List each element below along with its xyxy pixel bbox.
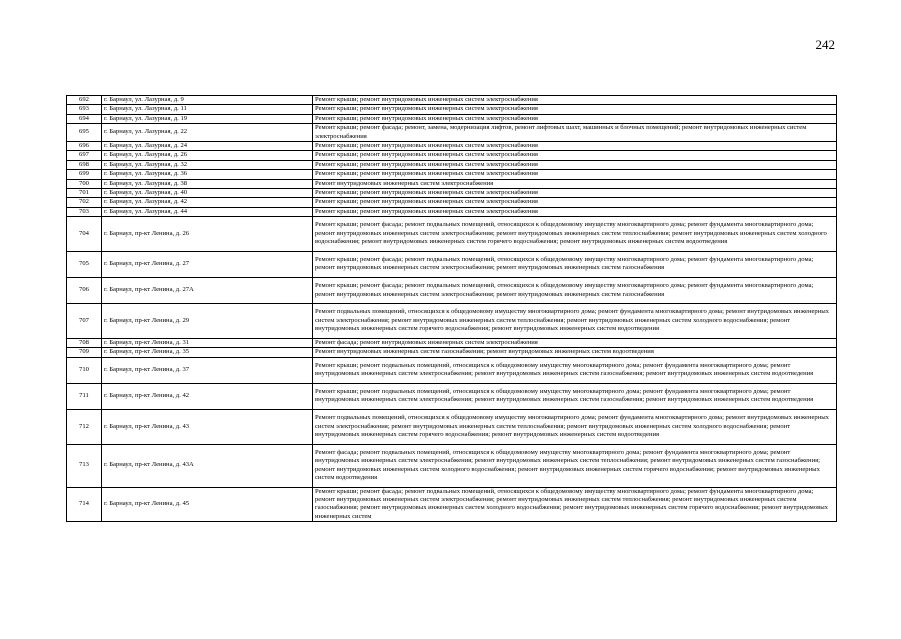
table-row [67, 348, 837, 357]
works-cell: Ремонт крыши; ремонт внутридомовых инженерных систем электроснабжения [313, 114, 837, 123]
row-number-cell: 692 [67, 96, 102, 105]
table-row [67, 198, 837, 207]
row-number-cell: 711 [67, 383, 102, 409]
table-row [67, 410, 837, 445]
address-cell: г. Барнаул, ул. Лазурная, д. 42 [102, 198, 313, 207]
table-row [67, 207, 837, 216]
row-number-cell: 695 [67, 124, 102, 142]
address-cell: г. Барнаул, пр-кт Ленина, д. 42 [102, 383, 313, 409]
row-number-cell: 701 [67, 189, 102, 198]
table-row [67, 217, 837, 252]
row-number-cell: 693 [67, 105, 102, 114]
page-number: 242 [815, 37, 835, 52]
works-cell: Ремонт внутридомовых инженерных систем газоснабжения; ремонт внутридомовых инженерных систем водоотведения [313, 348, 837, 357]
row-number-cell: 712 [67, 410, 102, 445]
address-cell: г. Барнаул, ул. Лазурная, д. 36 [102, 170, 313, 179]
works-cell: Ремонт крыши; ремонт внутридомовых инженерных систем электроснабжения [313, 160, 837, 169]
row-number-cell: 713 [67, 444, 102, 487]
registry-body [67, 96, 837, 522]
table-row [67, 151, 837, 160]
address-cell: г. Барнаул, ул. Лазурная, д. 24 [102, 142, 313, 151]
works-cell: Ремонт крыши; ремонт фасада; ремонт, замена, модернизация лифтов, ремонт лифтовых шахт, машинных и блочных помещений; ремонт внутридомовых инженерных систем электроснабжения [313, 124, 837, 142]
table-row [67, 304, 837, 339]
address-cell: г. Барнаул, ул. Лазурная, д. 38 [102, 179, 313, 188]
table-row [67, 114, 837, 123]
table-row [67, 170, 837, 179]
works-cell: Ремонт внутридомовых инженерных систем электроснабжения [313, 179, 837, 188]
works-cell: Ремонт крыши; ремонт внутридомовых инженерных систем электроснабжения [313, 142, 837, 151]
table-row [67, 251, 837, 277]
table-row [67, 124, 837, 142]
repair-registry-table [66, 95, 837, 522]
works-cell: Ремонт крыши; ремонт внутридомовых инженерных систем электроснабжения [313, 189, 837, 198]
table-row [67, 383, 837, 409]
works-cell: Ремонт подвальных помещений, относящихся к общедомовому имуществу многоквартирного дома; ремонт фундамента многоквартирного дома; ремонт внутридомовых инженерных систем электроснабжения; ремонт внутридомовых инженерных систем теплоснабжения; ремонт внутридомовых инженерных систем холодного водоснабжения; ремонт внутридомовых инженерных систем горячего водоснабжения; ремонт внутридомовых инженерных систем водоотведения [313, 304, 837, 339]
table-row [67, 357, 837, 383]
row-number-cell: 704 [67, 217, 102, 252]
works-cell: Ремонт крыши; ремонт фасада; ремонт подвальных помещений, относящихся к общедомовому имуществу многоквартирного дома; ремонт фундамента многоквартирного дома; ремонт внутридомовых инженерных систем электроснабжения; ремонт внутридомовых инженерных систем теплоснабжения; ремонт внутридомовых инженерных систем холодного водоснабжения; ремонт внутридомовых инженерных систем горячего водоснабжения; ремонт внутридомовых инженерных систем водоотведения [313, 217, 837, 252]
table-row [67, 179, 837, 188]
row-number-cell: 697 [67, 151, 102, 160]
row-number-cell: 710 [67, 357, 102, 383]
address-cell: г. Барнаул, ул. Лазурная, д. 40 [102, 189, 313, 198]
row-number-cell: 708 [67, 338, 102, 347]
address-cell: г. Барнаул, ул. Лазурная, д. 44 [102, 207, 313, 216]
address-cell: г. Барнаул, пр-кт Ленина, д. 27А [102, 278, 313, 304]
works-cell: Ремонт крыши; ремонт внутридомовых инженерных систем электроснабжения [313, 96, 837, 105]
works-cell: Ремонт фасада; ремонт подвальных помещений, относящихся к общедомовому имуществу многоквартирного дома; ремонт фундамента многоквартирного дома; ремонт внутридомовых инженерных систем электроснабжения; ремонт внутридомовых инженерных систем теплоснабжения; ремонт внутридомовых инженерных систем газоснабжения; ремонт внутридомовых инженерных систем холодного водоснабжения; ремонт внутридомовых инженерных систем горячего водоснабжения; ремонт внутридомовых инженерных систем водоотведения [313, 444, 837, 487]
works-cell: Ремонт крыши; ремонт внутридомовых инженерных систем электроснабжения [313, 198, 837, 207]
row-number-cell: 694 [67, 114, 102, 123]
address-cell: г. Барнаул, пр-кт Ленина, д. 26 [102, 217, 313, 252]
address-cell: г. Барнаул, ул. Лазурная, д. 32 [102, 160, 313, 169]
row-number-cell: 699 [67, 170, 102, 179]
works-cell: Ремонт фасада; ремонт внутридомовых инженерных систем электроснабжения [313, 338, 837, 347]
row-number-cell: 698 [67, 160, 102, 169]
row-number-cell: 707 [67, 304, 102, 339]
address-cell: г. Барнаул, ул. Лазурная, д. 9 [102, 96, 313, 105]
address-cell: г. Барнаул, пр-кт Ленина, д. 27 [102, 251, 313, 277]
table-row [67, 278, 837, 304]
address-cell: г. Барнаул, пр-кт Ленина, д. 43 [102, 410, 313, 445]
works-cell: Ремонт подвальных помещений, относящихся к общедомовому имуществу многоквартирного дома; ремонт фундамента многоквартирного дома; ремонт внутридомовых инженерных систем электроснабжения; ремонт внутридомовых инженерных систем теплоснабжения; ремонт внутридомовых инженерных систем холодного водоснабжения; ремонт внутридомовых инженерных систем горячего водоснабжения; ремонт внутридомовых инженерных систем водоотведения [313, 410, 837, 445]
table-row [67, 142, 837, 151]
address-cell: г. Барнаул, ул. Лазурная, д. 19 [102, 114, 313, 123]
row-number-cell: 702 [67, 198, 102, 207]
row-number-cell: 705 [67, 251, 102, 277]
works-cell: Ремонт крыши; ремонт фасада; ремонт подвальных помещений, относящихся к общедомовому имуществу многоквартирного дома; ремонт фундамента многоквартирного дома; ремонт внутридомовых инженерных систем электроснабжения; ремонт внутридомовых инженерных систем теплоснабжения; ремонт внутридомовых инженерных систем газоснабжения; ремонт внутридомовых инженерных систем холодного водоснабжения; ремонт внутридомовых инженерных систем горячего водоснабжения; ремонт внутридомовых инженерных систем [313, 487, 837, 522]
address-cell: г. Барнаул, пр-кт Ленина, д. 37 [102, 357, 313, 383]
row-number-cell: 700 [67, 179, 102, 188]
works-cell: Ремонт крыши; ремонт фасада; ремонт подвальных помещений, относящихся к общедомовому имуществу многоквартирного дома; ремонт фундамента многоквартирного дома; ремонт внутридомовых инженерных систем электроснабжения; ремонт внутридомовых инженерных систем газоснабжения [313, 278, 837, 304]
works-cell: Ремонт крыши; ремонт подвальных помещений, относящихся к общедомовому имуществу многоквартирного дома; ремонт фундамента многоквартирного дома; ремонт внутридомовых инженерных систем электроснабжения; ремонт внутридомовых инженерных систем газоснабжения; ремонт внутридомовых инженерных систем водоотведения [313, 383, 837, 409]
works-cell: Ремонт крыши; ремонт подвальных помещений, относящихся к общедомовому имуществу многоквартирного дома; ремонт фундамента многоквартирного дома; ремонт внутридомовых инженерных систем электроснабжения; ремонт внутридомовых инженерных систем газоснабжения; ремонт внутридомовых инженерных систем водоотведения [313, 357, 837, 383]
works-cell: Ремонт крыши; ремонт фасада; ремонт подвальных помещений, относящихся к общедомовому имуществу многоквартирного дома; ремонт фундамента многоквартирного дома; ремонт внутридомовых инженерных систем электроснабжения; ремонт внутридомовых инженерных систем газоснабжения [313, 251, 837, 277]
address-cell: г. Барнаул, ул. Лазурная, д. 26 [102, 151, 313, 160]
address-cell: г. Барнаул, пр-кт Ленина, д. 31 [102, 338, 313, 347]
table-row [67, 189, 837, 198]
works-cell: Ремонт крыши; ремонт внутридомовых инженерных систем электроснабжения [313, 207, 837, 216]
works-cell: Ремонт крыши; ремонт внутридомовых инженерных систем электроснабжения [313, 170, 837, 179]
row-number-cell: 714 [67, 487, 102, 522]
address-cell: г. Барнаул, пр-кт Ленина, д. 29 [102, 304, 313, 339]
row-number-cell: 706 [67, 278, 102, 304]
table-row [67, 338, 837, 347]
table-row [67, 487, 837, 522]
row-number-cell: 696 [67, 142, 102, 151]
address-cell: г. Барнаул, ул. Лазурная, д. 22 [102, 124, 313, 142]
address-cell: г. Барнаул, пр-кт Ленина, д. 45 [102, 487, 313, 522]
works-cell: Ремонт крыши; ремонт внутридомовых инженерных систем электроснабжения [313, 151, 837, 160]
address-cell: г. Барнаул, пр-кт Ленина, д. 35 [102, 348, 313, 357]
address-cell: г. Барнаул, ул. Лазурная, д. 11 [102, 105, 313, 114]
table-row [67, 444, 837, 487]
row-number-cell: 709 [67, 348, 102, 357]
table-row [67, 160, 837, 169]
row-number-cell: 703 [67, 207, 102, 216]
works-cell: Ремонт крыши; ремонт внутридомовых инженерных систем электроснабжения [313, 105, 837, 114]
table-row [67, 96, 837, 105]
address-cell: г. Барнаул, пр-кт Ленина, д. 43А [102, 444, 313, 487]
table-row [67, 105, 837, 114]
